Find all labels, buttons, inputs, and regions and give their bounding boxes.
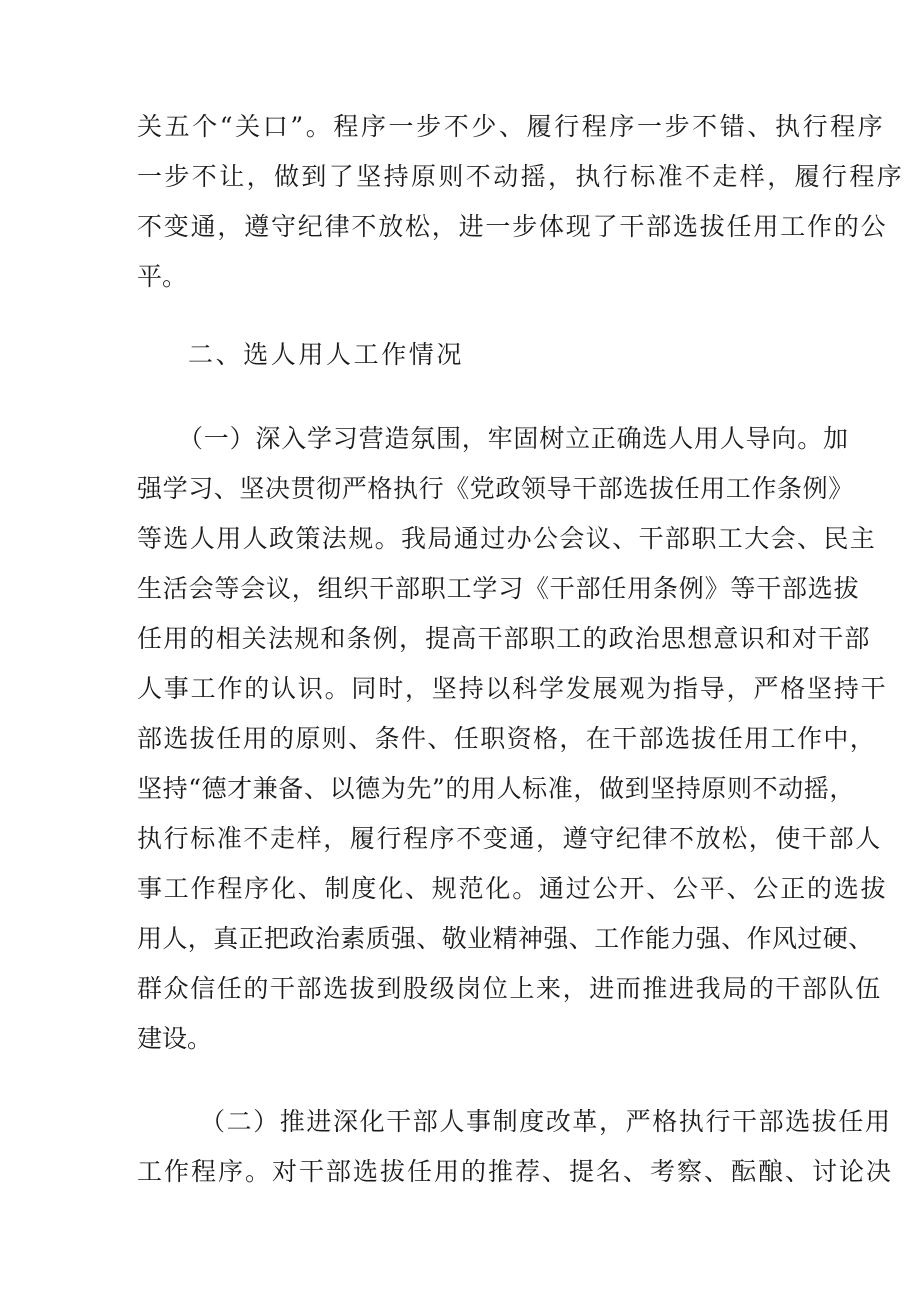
text-line: 任用的相关法规和条例，提高干部职工的政治思想意识和对干部 [137, 624, 871, 653]
text-line: 事工作程序化、制度化、规范化。通过公开、公平、公正的选拔 [137, 874, 888, 903]
text-line: 等选人用人政策法规。我局通过办公会议、干部职工大会、民主 [137, 524, 877, 553]
text-line: 平。 [137, 262, 188, 291]
text-line: 不变通，遵守纪律不放松，进一步体现了干部选拔任用工作的公 [137, 212, 888, 241]
text-line: 用人，真正把政治素质强、敬业精神强、工作能力强、作风过硬、 [137, 924, 874, 953]
text-line: 工作程序。对干部选拔任用的推荐、提名、考察、酝酿、讨论决 [137, 1157, 894, 1186]
text-line: 建设。 [137, 1024, 213, 1053]
text-line: 人事工作的认识。同时，坚持以科学发展观为指导，严格坚持干 [137, 674, 888, 703]
text-line: （二）推进深化干部人事制度改革，严格执行干部选拔任用 [200, 1107, 892, 1136]
text-line: 坚持“德才兼备、以德为先”的用人标准，做到坚持原则不动摇， [137, 774, 855, 803]
text-line: 群众信任的干部选拔到股级岗位上来，进而推进我局的干部队伍 [137, 974, 882, 1003]
text-line: 强学习、坚决贯彻严格执行《党政领导干部选拔任用工作条例》 [137, 474, 854, 503]
section-heading: 二、选人用人工作情况 [188, 340, 465, 369]
text-line: （一）深入学习营造氛围，牢固树立正确选人用人导向。加 [178, 424, 849, 453]
text-line: 一步不让，做到了坚持原则不动摇，执行标准不走样，履行程序 [137, 162, 905, 191]
text-line: 生活会等会议，组织干部职工学习《干部任用条例》等干部选拔 [137, 574, 860, 603]
text-line: 执行标准不走样，履行程序不变通，遵守纪律不放松，使干部人 [137, 824, 882, 853]
text-line: 关五个“关口”。程序一步不少、履行程序一步不错、执行程序 [137, 112, 886, 141]
text-line: 部选拔任用的原则、条件、任职资格，在干部选拔任用工作中， [137, 724, 877, 753]
